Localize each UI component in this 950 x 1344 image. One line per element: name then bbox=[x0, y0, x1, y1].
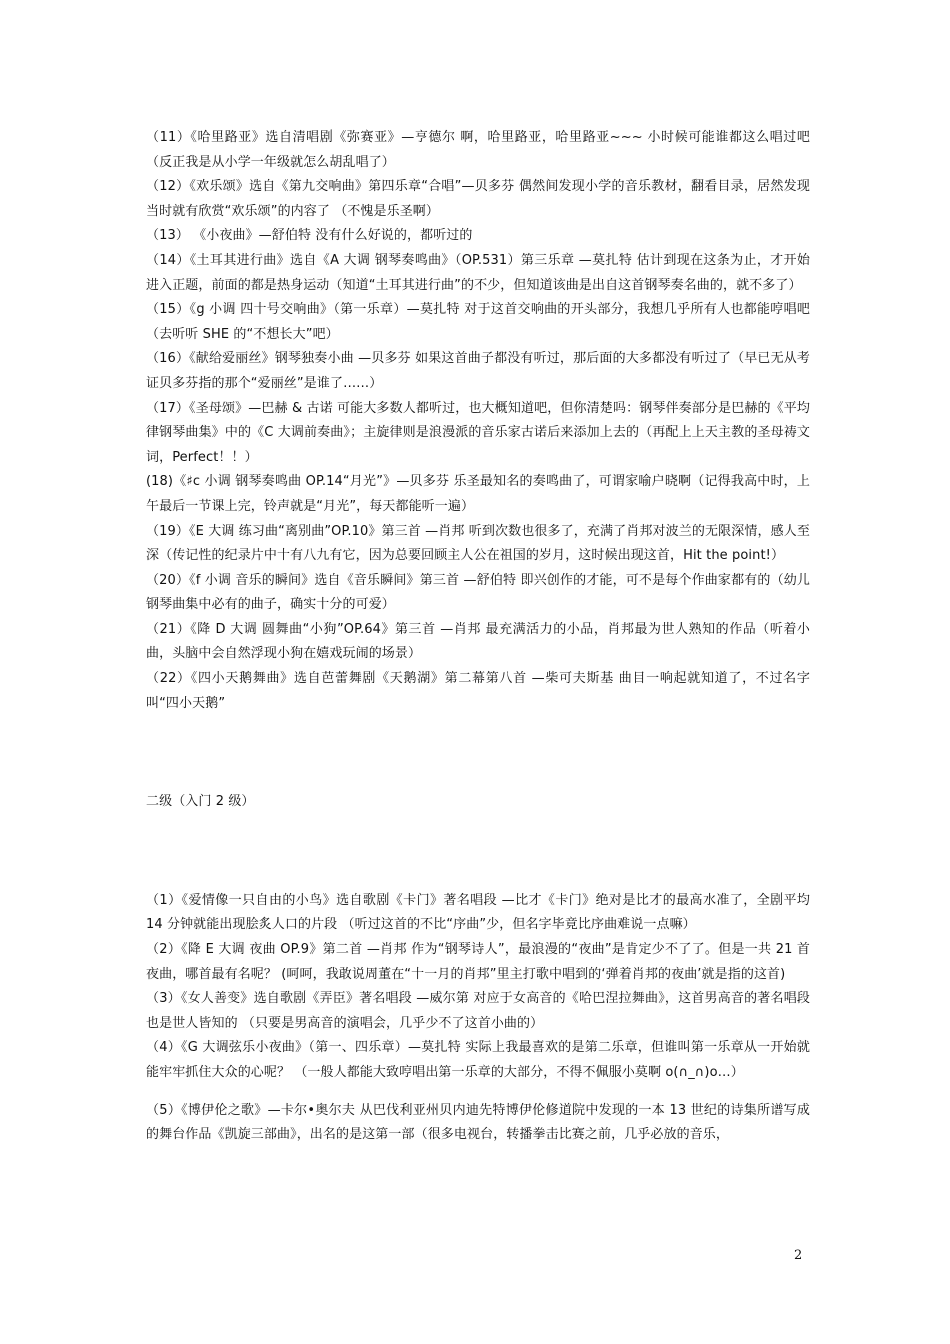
paragraph-item-13: （13） 《小夜曲》—舒伯特 没有什么好说的，都听过的 bbox=[146, 228, 473, 244]
spacer bbox=[146, 1086, 810, 1099]
paragraph-item-17: （17）《圣母颂》—巴赫 & 古诺 可能大多数人都听过，也大概知道吧，但你清楚吗：钢琴伴奏部分是巴赫的《平均律钢琴曲集》中的《C 大调前奏曲》；主旋律则是浪漫派的音乐家古诺后来添加上去的（再配上上天主教的圣母祷文词，Perfect！！） bbox=[146, 400, 810, 465]
section-heading: 二级（入门 2 级） bbox=[146, 794, 255, 810]
paragraph-item-21: （21）《降 D 大调 圆舞曲“小狗”OP.64》第三首 —肖邦 最充满活力的小品，肖邦最为世人熟知的作品（听着小曲，头脑中会自然浮现小狗在嬉戏玩闹的场景） bbox=[146, 621, 810, 662]
paragraph-item-16: （16）《献给爱丽丝》钢琴独奏小曲 —贝多芬 如果这首曲子都没有听过，那后面的大多都没有听过了（早已无从考证贝多芬指的那个“爱丽丝”是谁了……） bbox=[146, 351, 810, 391]
paragraph-item-1: （1）《爱情像一只自由的小鸟》选自歌剧《卡门》著名唱段 —比才《卡门》绝对是比才的最高水准了，全剧平均 14 分钟就能出现脍炙人口的片段 （听过这首的不比“序曲”少，但名字毕竟比序曲难说一点嘛） bbox=[146, 892, 810, 933]
paragraph-item-3: （3）《女人善变》选自歌剧《弄臣》著名唱段 —威尔第 对应于女高音的《哈巴涅拉舞曲》，这首男高音的著名唱段也是世人皆知的 （只要是男高音的演唱会，几乎少不了这首小曲的） bbox=[146, 991, 810, 1031]
document-body bbox=[146, 126, 810, 1148]
paragraph-item-15: （15）《g 小调 四十号交响曲》（第一乐章）—莫扎特 对于这首交响曲的开头部分，我想几乎所有人也都能哼唱吧 （去听听 SHE 的“不想长大”吧） bbox=[146, 302, 810, 342]
paragraph-item-2: （2）《降 E 大调 夜曲 OP.9》第二首 —肖邦 作为“钢琴诗人”，最浪漫的“夜曲”是肯定少不了了。但是一共 21 首夜曲，哪首最有名呢？ (呵呵，我敢说周董在“十一月的肖邦”里主打歌中唱到的‘弹着肖邦的夜曲’就是指的这首) bbox=[146, 942, 810, 982]
page-number: 2 bbox=[794, 1248, 803, 1263]
paragraph-item-20: （20）《f 小调 音乐的瞬间》选自《音乐瞬间》第三首 —舒伯特 即兴创作的才能，可不是每个作曲家都有的（幼儿钢琴曲集中必有的曲子，确实十分的可爱） bbox=[146, 572, 810, 613]
paragraph-item-12: （12）《欢乐颂》选自《第九交响曲》第四乐章“合唱”—贝多芬 偶然间发现小学的音乐教材，翻看目录，居然发现当时就有欣赏“欢乐颂”的内容了 （不愧是乐圣啊） bbox=[146, 179, 810, 219]
paragraph-item-19: （19）《E 大调 练习曲“离别曲”OP.10》第三首 —肖邦 听到次数也很多了，充满了肖邦对波兰的无限深情，感人至深（传记性的纪录片中十有八九有它，因为总要回顾主人公在祖国的岁月，这时候出现这首，Hit the point!） bbox=[146, 523, 810, 564]
paragraph-item-5: （5）《博伊伦之歌》—卡尔•奥尔夫 从巴伐利亚州贝内迪先特博伊伦修道院中发现的一本 13 世纪的诗集所谱写成的舞台作品《凯旋三部曲》，出名的是这第一部（很多电视台，转播拳击比赛之前，几乎必放的音乐， bbox=[146, 1102, 810, 1143]
paragraph-item-18: (18)《♯c 小调 钢琴奏鸣曲 OP.14“月光”》—贝多芬 乐圣最知名的奏鸣曲了，可谓家喻户晓啊（记得我高中时，上午最后一节课上完，铃声就是“月光”，每天都能听一遍） bbox=[146, 474, 810, 514]
paragraph-item-11: （11）《哈里路亚》选自清唱剧《弥赛亚》—亨德尔 啊，哈里路亚，哈里路亚~~~ 小时候可能谁都这么唱过吧（反正我是从小学一年级就怎么胡乱唱了） bbox=[146, 130, 810, 170]
paragraph-item-4: （4）《G 大调弦乐小夜曲》（第一、四乐章）—莫扎特 实际上我最喜欢的是第二乐章，但谁叫第一乐章从一开始就能牢牢抓住大众的心呢？ （一般人都能大致哼唱出第一乐章的大部分，不得不佩服小莫啊 o(∩_∩)o…） bbox=[146, 1040, 810, 1080]
spacer bbox=[146, 815, 810, 889]
paragraph-item-14: （14）《土耳其进行曲》选自《A 大调 钢琴奏鸣曲》（OP.531）第三乐章 —莫扎特 估计到现在这条为止，才开始进入正题，前面的都是热身运动（知道“土耳其进行曲”的不少，但知道该曲是出自这首钢琴奏名曲的，就不多了） bbox=[146, 252, 810, 293]
spacer bbox=[146, 716, 810, 790]
paragraph-item-22: （22）《四小天鹅舞曲》选自芭蕾舞剧《天鹅湖》第二幕第八首 —柴可夫斯基 曲目一响起就知道了，不过名字叫“四小天鹅” bbox=[146, 671, 810, 711]
